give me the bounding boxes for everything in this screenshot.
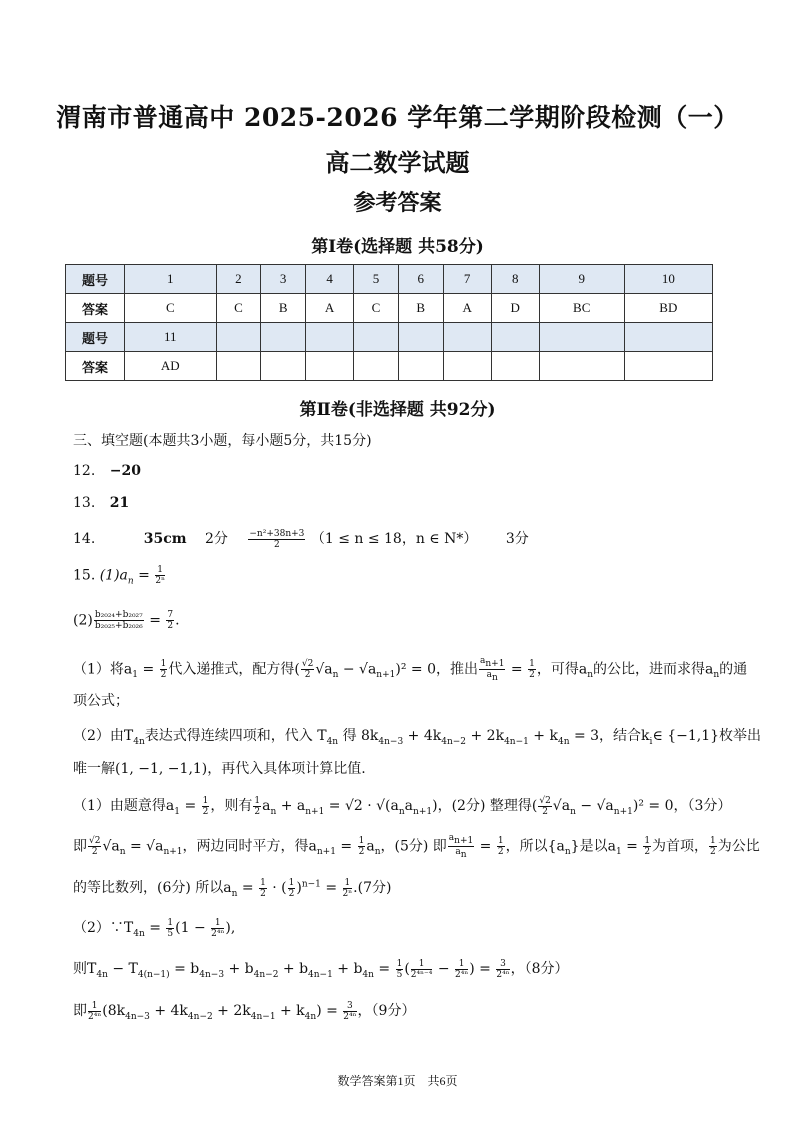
cell [624, 323, 712, 352]
cell: 10 [624, 265, 712, 294]
cell [306, 323, 354, 352]
text: = 0，（3分） [648, 798, 732, 814]
cell: 3 [261, 265, 306, 294]
cell [398, 323, 443, 352]
label-q: 题号 [66, 265, 125, 294]
label-a: 答案 [66, 352, 125, 381]
answer-15-2: (2) $\frac{\text{b₂₀₂₄+b₂₀₂₇}}{\text{b₂₀₂₅+b₂₀₂₆}}$ = $\frac{7}{2}$ . [73, 610, 180, 631]
text: ，两边同时平方，得a [182, 838, 317, 855]
cell: AD [125, 352, 217, 381]
text: ，所以{a [505, 838, 565, 855]
text: 代入递推式，配方得 [168, 661, 295, 678]
cell [261, 352, 306, 381]
note-1: （1）将$a_1$ = $\frac{1}{2}$ 代入递推式，配方得( $\frac{√2}{2}$ $√a_n - √a_{n+1})^2 = 0$，推出 $\frac{a_{n+1}}{a_n}$ = $\frac{1}{2}$ ，可得$a_n$的公比，进而求得$a_n$的通 [73, 656, 748, 683]
cell: C [125, 294, 217, 323]
cell: A [443, 294, 491, 323]
answer-14 [73, 528, 529, 550]
formula: $\frac{\text{b₂₀₂₄+b₂₀₂₇}}{\text{b₂₀₂₅+b₂₀₂₆}}$ [94, 610, 143, 631]
text: （2）∵T [73, 920, 134, 936]
text: 为公比 [717, 838, 760, 855]
text: 为首项， [652, 838, 709, 855]
text: 则T [73, 961, 97, 977]
q-answer: −20 [109, 463, 141, 479]
q-answer: 35cm [143, 531, 187, 547]
cell [539, 352, 624, 381]
text: 的等比数列，(6分) 所以a [73, 880, 232, 896]
cell [216, 323, 261, 352]
formula: (2) [73, 612, 93, 629]
cell [216, 352, 261, 381]
doc-subtitle: 高二数学试题 [325, 148, 470, 177]
cell [443, 323, 491, 352]
cell [354, 323, 399, 352]
text: = 0，推出 [410, 661, 478, 678]
cell: C [354, 294, 399, 323]
label-q: 题号 [66, 323, 125, 352]
answer-15-1: 15. $(1)a_n$ = $\frac{1}{\text{2ⁿ}}$ [73, 565, 165, 587]
text: 即 [73, 1003, 87, 1019]
text: ，（8分） [510, 961, 569, 977]
cell: C [216, 294, 261, 323]
answer-table [65, 264, 713, 381]
table-row [66, 294, 713, 323]
solution-6: 即 $\frac{1}{\text{2⁴ⁿ}}$ $(8k_{4n-3} + 4k_{4n-2} + 2k_{4n-1} + k_{4n})$ = $\frac{3}{\text{2⁴ⁿ}}$ ，（9分） [73, 1000, 416, 1022]
cell: 8 [491, 265, 539, 294]
solution-4: $(2)\because T_{4n}$ = $\frac{1}{5}$ (1 − $\frac{1}{\text{2⁴ⁿ}}$ ), [73, 917, 236, 939]
score: 2分 [205, 531, 228, 547]
doc-type: 参考答案 [353, 190, 442, 216]
cell: 7 [443, 265, 491, 294]
solution-2: 即 $\frac{√2}{2}$ $√a_n = √a_{n+1}$，两边同时平方，得$a_{n+1}$ = $\frac{1}{2}$ $a_n$，(5分) 即 $\frac{a_{n+1}}{a_n}$ = $\frac{1}{2}$ ，所以$\{a_n\}$是以$a_1$ = $\frac{1}{2}$ 为首项， $\frac{1}{2}$ 为公比 [73, 833, 760, 860]
cell: BD [624, 294, 712, 323]
text: （2）由T [73, 728, 134, 744]
note-1-cont: 项公式； [73, 693, 129, 709]
cell: B [261, 294, 306, 323]
note-2-cont: 唯一解(1, −1, −1,1)，再代入具体项计算比值. [73, 761, 366, 777]
cell: A [306, 294, 354, 323]
cell [624, 352, 712, 381]
cell: 4 [306, 265, 354, 294]
part1-heading: 第Ⅰ卷(选择题 共58分) [311, 237, 484, 257]
section-heading: 三、填空题(本题共3小题，每小题5分，共15分) [73, 433, 372, 449]
table-row [66, 323, 713, 352]
cell: 6 [398, 265, 443, 294]
cell: 2 [216, 265, 261, 294]
table-row [66, 265, 713, 294]
cell: 5 [354, 265, 399, 294]
cell: 1 [125, 265, 217, 294]
text: ∈ {−1,1}枚举出 [652, 728, 762, 744]
solution-5: 则$T_{4n} - T_{4(n-1)} = b_{4n-3} + b_{4n-2} + b_{4n-1} + b_{4n}$ = $\frac{1}{5}$ ( $\frac{1}{\text{2⁴ⁿ⁻⁴}}$ − $\frac{1}{\text{2⁴ⁿ}}$ ) = $\frac{3}{\text{2⁴ⁿ}}$ ，（8分） [73, 958, 569, 980]
label-a: 答案 [66, 294, 125, 323]
page-footer: 数学答案第1页 共6页 [337, 1074, 458, 1088]
text: ，可得a [536, 661, 588, 678]
formula: (1)a [99, 567, 128, 584]
text: }是以a [570, 838, 616, 855]
text: 表达式得连续四项和，代入 T [144, 728, 327, 744]
q-number: 13. [73, 495, 96, 511]
text: ，则有 [210, 798, 253, 814]
table-row [66, 352, 713, 381]
text: 的通 [719, 661, 748, 678]
cell: D [491, 294, 539, 323]
solution-1: （1）由题意得$a_1$ = $\frac{1}{2}$ ，则有 $\frac{1}{2}$ $a_n + a_{n+1} = √2 \cdot √(a_na_{n+1})$，(2分) 整理得( $\frac{√2}{2}$ $√a_n - √a_{n+1})^2 = 0$，（3分） [73, 795, 732, 817]
answer-12 [73, 463, 141, 479]
cell: 11 [125, 323, 217, 352]
formula: $\frac{\text{−n²+38n+3}}{2}$ [249, 528, 305, 550]
q-answer: 21 [109, 495, 130, 511]
text: 的公比，进而求得a [592, 661, 714, 678]
text: ，(2分) 整理得 [437, 798, 532, 814]
text: = 3，结合k [573, 728, 650, 744]
doc-title: 渭南市普通高中 2025-2026 学年第二学期阶段检测（一） [56, 103, 739, 132]
cell [354, 352, 399, 381]
formula: $\frac{1}{\text{2ⁿ}}$ [155, 565, 165, 586]
text: 即 [73, 838, 87, 855]
text: 得 8k [342, 728, 379, 744]
condition: （1 ≤ n ≤ 18，n ∈ N*） [310, 531, 478, 547]
cell: BC [539, 294, 624, 323]
text: （1）由题意得a [73, 798, 175, 814]
cell [398, 352, 443, 381]
cell [261, 323, 306, 352]
cell [539, 323, 624, 352]
cell [491, 352, 539, 381]
cell [306, 352, 354, 381]
text: ，（9分） [357, 1003, 416, 1019]
score: 3分 [505, 531, 529, 547]
text: （1）将a [73, 661, 133, 678]
cell: 9 [539, 265, 624, 294]
solution-3: 的等比数列，(6分) 所以$a_n$ = $\frac{1}{2}$ · ( $\frac{1}{2}$ )$^{n-1}$ = $\frac{1}{\text{2ⁿ}}$ .(7分) [73, 877, 392, 899]
cell [443, 352, 491, 381]
part2-heading: 第Ⅱ卷(非选择题 共92分) [299, 400, 496, 420]
q-number: 12. [73, 463, 96, 479]
note-2: （2）由$T_{4n}$表达式得连续四项和，代入 $T_{4n}$ 得 $8k_{4n-3} + 4k_{4n-2} + 2k_{4n-1} + k_{4n} = 3$，结合$k_i\in$ {−1,1}枚举出 [73, 728, 762, 747]
cell [491, 323, 539, 352]
answer-13 [73, 495, 129, 511]
q-number: 14. [73, 531, 96, 547]
text: ，(5分) 即 [380, 838, 447, 855]
text: .(7分) [353, 880, 392, 896]
q-number: 15. [73, 567, 96, 584]
cell: B [398, 294, 443, 323]
